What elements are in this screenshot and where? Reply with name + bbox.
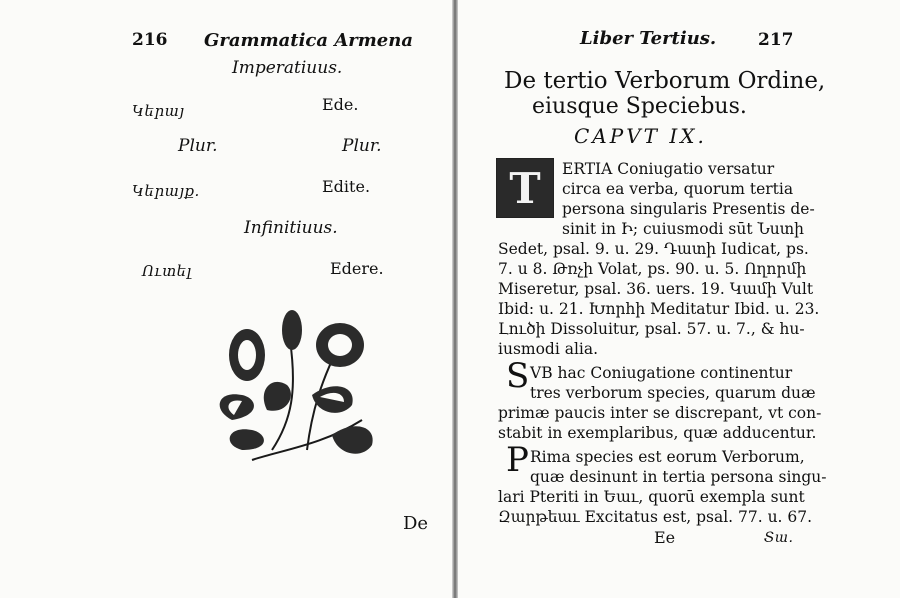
plural-label-left: Plur. [178, 136, 218, 156]
paragraph-3-initial: P [506, 440, 529, 480]
floral-woodcut-ornament [212, 300, 392, 470]
decorated-drop-cap: T [496, 158, 554, 218]
armenian-word-2: Կերայք. [132, 182, 200, 200]
latin-word-2: Edite. [322, 177, 371, 196]
chapter-title-line-1: De tertio Verborum Ordine, [504, 68, 826, 94]
latin-word-1: Ede. [322, 95, 359, 114]
paragraph-1-line: Miseretur, psal. 36. uers. 19. Կամի Vult [498, 280, 814, 298]
paragraph-2-line: VB hac Coniugatione continentur [530, 364, 793, 382]
paragraph-3-line: Զարթեաւ Excitatus est, psal. 77. u. 67. [498, 508, 813, 526]
page-number-right: 217 [758, 30, 794, 50]
chapter-title-line-2: eiusque Speciebus. [532, 94, 747, 119]
paragraph-2-line: stabit in exemplaribus, quæ adducentur. [498, 424, 817, 442]
catchword-right-latin: Ee [654, 528, 676, 547]
section-heading-infinitive: Infinitiuus. [244, 218, 338, 238]
paragraph-1-line: sinit in Ի; cuiusmodi sūt Նստի [562, 220, 805, 238]
paragraph-1-line: Ibid: u. 21. Խորհի Meditatur Ibid. u. 23. [498, 300, 820, 318]
paragraph-2-line: primæ paucis inter se discrepant, vt con- [498, 404, 822, 422]
catchword-right-armenian: Տա. [764, 530, 794, 546]
right-page [458, 0, 900, 598]
latin-word-3: Edere. [330, 259, 384, 278]
paragraph-2-line: tres verborum species, quarum duæ [530, 384, 816, 402]
paragraph-1-line: Sedet, psal. 9. u. 29. Դատի Iudicat, ps. [498, 240, 809, 258]
running-head-right: Liber Tertius. [580, 28, 717, 49]
paragraph-3-line: quæ desinunt in tertia persona singu- [530, 468, 827, 486]
paragraph-1-line: ERTIA Coniugatio versatur [562, 160, 775, 178]
armenian-word-1: Կերայ [132, 102, 185, 120]
page-number-left: 216 [132, 30, 168, 50]
armenian-word-3: Ուտել [142, 262, 192, 280]
plural-label-right: Plur. [342, 136, 382, 156]
paragraph-3-line: lari Pteriti in Եաւ, quorū exempla sunt [498, 488, 805, 506]
paragraph-3-line: Rima species est eorum Verborum, [530, 448, 805, 466]
running-head-left: Grammatica Armena [204, 30, 414, 51]
paragraph-1-line: circa ea verba, quorum tertia [562, 180, 794, 198]
paragraph-1-line: 7. u 8. Թռչի Volat, ps. 90. u. 5. Ողորմի [498, 260, 807, 278]
section-heading-imperative: Imperatiuus. [232, 58, 343, 78]
paragraph-2-initial: S [506, 356, 530, 396]
paragraph-1-line: persona singularis Presentis de- [562, 200, 815, 218]
catchword-left: De [403, 513, 429, 534]
paragraph-1-line: iusmodi alia. [498, 340, 599, 358]
chapter-number: CAPVT IX. [574, 124, 707, 148]
paragraph-1-line: Լուծի Dissoluitur, psal. 57. u. 7., & hu- [498, 320, 805, 338]
